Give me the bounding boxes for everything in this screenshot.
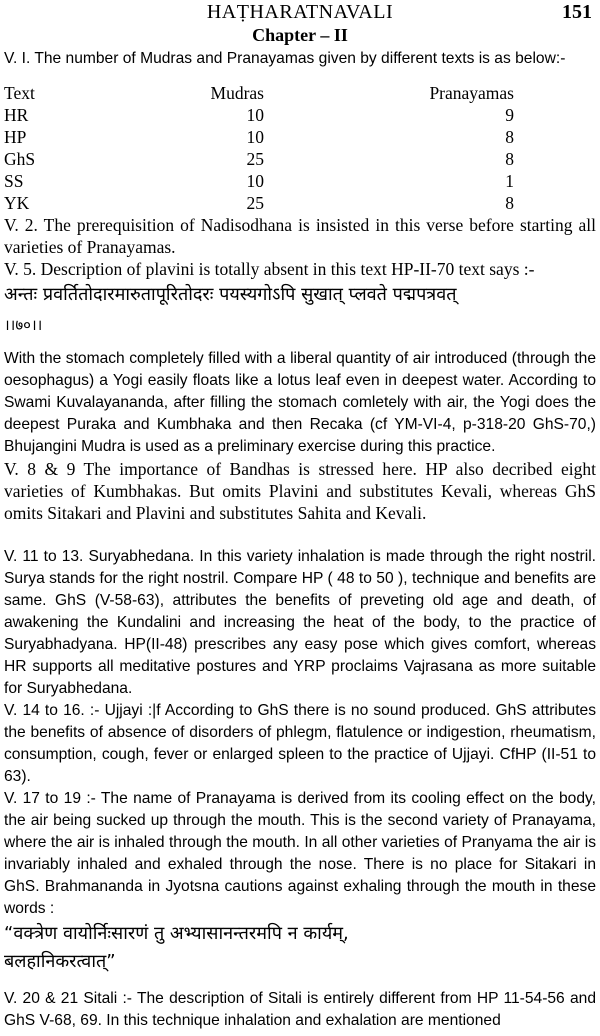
verse-2-note: V. 2. The prerequisition of Nadisodhana is insisted in this verse before starting all varieties of Pranayamas.	[4, 215, 596, 257]
mudra-pranayama-table	[4, 82, 514, 214]
sanskrit-plavini-verse: अन्तः प्रवर्तितोदारमारुतापूरितोदरः पयस्यगोऽपि सुखात् प्लवते पद्मपत्रवत्	[4, 284, 457, 305]
chapter-heading: Chapter – II	[252, 25, 348, 45]
intro-paragraph: V. I. The number of Mudras and Pranayamas given by different texts is as below:-	[4, 50, 566, 67]
table-cell: 8	[505, 127, 514, 147]
table-cell: SS	[4, 171, 24, 191]
table-cell: 10	[246, 127, 264, 147]
table-cell: 8	[505, 149, 514, 169]
verse-5-note: V. 5. Description of plavini is totally absent in this text HP-II-70 text says :-	[4, 259, 535, 279]
jyotsna-quote-line-2: बलहानिकरत्वात्”	[4, 951, 116, 972]
sanskrit-verse-number: ।।७०।।	[4, 316, 43, 334]
table-header-cell: Text	[4, 83, 35, 103]
stomach-paragraph: With the stomach completely filled with a liberal quantity of air introduced (through the oesophagus) a Yogi easily floats like a lotus leaf even in deepest water. According to Swami Kuvalayananda, after filling the stomach comletely with air, the Yogi does the deepest Puraka and Kumbhaka and then Recaka (cf YM-VI-4, p-318-20 GhS-70,) Bhujangini Mudra is used as a preliminary exercise during this practice.	[4, 350, 596, 455]
table-row	[4, 192, 514, 214]
table-row	[4, 104, 514, 126]
table-cell: YK	[4, 193, 30, 213]
table-cell: 8	[505, 193, 514, 213]
table-cell: 25	[246, 149, 264, 169]
table-cell: GhS	[4, 149, 36, 169]
table-cell: HP	[4, 127, 27, 147]
table-header-cell: Mudras	[210, 83, 264, 103]
table-row	[4, 148, 514, 170]
jyotsna-quote-line-1: “वक्त्रेण वायोर्निःसारणं तु अभ्यासानन्तरमपि न कार्यम्,	[4, 923, 349, 944]
running-title: HAṬHARATNAVALI	[206, 1, 394, 23]
table-cell: HR	[4, 105, 29, 125]
verse-8-note: V. 8 & 9 The importance of Bandhas is stressed here. HP also decribed eight varieties of Kumbhakas. But omits Plavini and substitutes Kevali, whereas GhS omits Sitakari and Plavini and substitutes Sahita and Kevali.	[4, 459, 596, 523]
table-row	[4, 170, 514, 192]
table-cell: 10	[246, 171, 264, 191]
verse-20-note: V. 20 & 21 Sitali :- The description of Sitali is entirely different from HP 11-54-56 and GhS V-68, 69. In this technique inhalation and exhalation are mentioned	[4, 990, 596, 1029]
table-header-cell: Pranayamas	[429, 83, 514, 103]
page-header	[4, 0, 596, 24]
verse-17-note: V. 17 to 19 :- The name of Pranayama is derived from its cooling effect on the body, the air being sucked up through the mouth. This is the second variety of Pranayama, where the air is inhaled through the mouth. In all other varieties of Pranyama the air is invariably inhaled and exhaled through the nose. There is no place for Sitakari in GhS. Brahmananda in Jyotsna cautions against exhaling through the mouth in these words :	[4, 790, 596, 917]
page-number: 151	[562, 1, 592, 23]
table-cell: 25	[246, 193, 264, 213]
table-header-row	[4, 82, 514, 104]
table-cell: 10	[246, 105, 264, 125]
table-cell: 1	[505, 171, 514, 191]
table-row	[4, 126, 514, 148]
table-cell: 9	[505, 105, 514, 125]
verse-11-note: V. 11 to 13. Suryabhedana. In this variety inhalation is made through the right nostril. Surya stands for the right nostril. Compare HP ( 48 to 50 ), technique and benefits are same. GhS (V-58-63), attributes the benefits of preveting old age and death, of awakening the Kundalini and increasing the heat of the body, to the practice of Suryabhadyana. HP(II-48) prescribes any easy pose which gives comfort, whereas HR supports all meditative postures and YRP proclaims Vajrasana as more suitable for Suryabhedana.	[4, 548, 596, 697]
verse-14-note: V. 14 to 16. :- Ujjayi :|f According to GhS there is no sound produced. GhS attributes the benefits of absence of disorders of phlegm, flatulence or indigestion, rheumatism, consumption, cough, fever or enlarged spleen to the practice of Ujjayi. CfHP (II-51 to 63).	[4, 702, 596, 785]
